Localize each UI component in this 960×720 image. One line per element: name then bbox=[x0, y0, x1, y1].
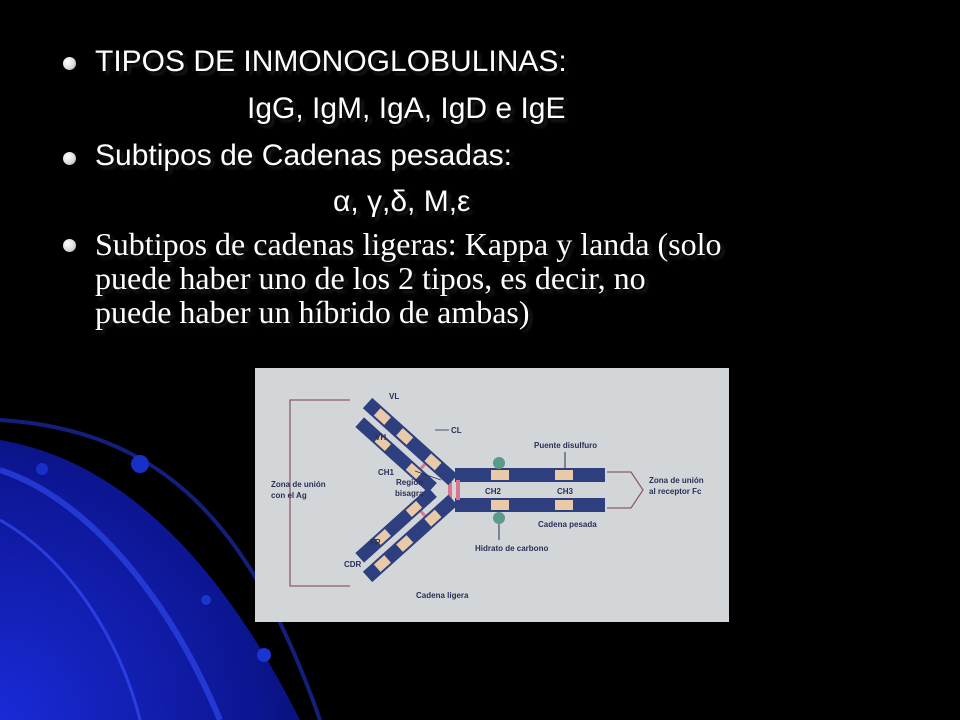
label-ch2: CH2 bbox=[485, 487, 502, 496]
heavy-chain-lower bbox=[455, 498, 605, 512]
label-vh: VH bbox=[375, 433, 387, 442]
bullet-dot bbox=[63, 239, 76, 252]
bullet-dot bbox=[63, 57, 76, 70]
immunoglobulin-list: IgG, IgM, IgA, IgD e IgE bbox=[247, 92, 566, 125]
bullet-dot bbox=[63, 152, 76, 165]
label-disulfide: Puente disulfuro bbox=[534, 441, 598, 450]
label-fc-zone-1: Zona de unión bbox=[649, 476, 704, 485]
label-antigen-zone-1: Zona de unión bbox=[271, 480, 326, 489]
label-hinge: bisagra bbox=[395, 489, 424, 498]
carbohydrate-dot bbox=[493, 457, 505, 469]
label-fr: FR bbox=[370, 538, 381, 547]
bullet-immunoglobulin-types: TIPOS DE INMONOGLOBULINAS: bbox=[95, 45, 567, 78]
label-region: Región bbox=[396, 478, 424, 487]
bullet-light-chain-line-2: puede haber uno de los 2 tipos, es decir, no bbox=[95, 260, 646, 296]
carbohydrate-dot bbox=[493, 512, 505, 524]
label-ch1: CH1 bbox=[378, 468, 395, 477]
hinge-bond bbox=[456, 480, 460, 500]
label-cl: CL bbox=[451, 426, 462, 435]
antibody-diagram bbox=[255, 368, 729, 622]
label-antigen-zone-2: con el Ag bbox=[271, 491, 307, 500]
bullet-heavy-chain-subtypes: Subtipos de Cadenas pesadas: bbox=[95, 139, 512, 172]
label-fc-zone-2: al receptor Fc bbox=[649, 487, 702, 496]
bullet-light-chain-line-3: puede haber un híbrido de ambas) bbox=[95, 294, 530, 330]
label-ch3: CH3 bbox=[557, 487, 574, 496]
heavy-chain-upper bbox=[455, 468, 605, 482]
label-vl: VL bbox=[389, 392, 400, 401]
heavy-chain-list: α, γ,δ, M,ε bbox=[333, 185, 471, 218]
label-carbohydrate: Hidrato de carbono bbox=[475, 544, 549, 553]
fc-bracket bbox=[607, 472, 643, 508]
label-heavy-chain: Cadena pesada bbox=[538, 520, 597, 529]
label-light-chain: Cadena ligera bbox=[416, 591, 469, 600]
bullet-light-chain-line-1: Subtipos de cadenas ligeras: Kappa y landa (solo bbox=[95, 226, 722, 262]
label-cdr: CDR bbox=[344, 560, 362, 569]
